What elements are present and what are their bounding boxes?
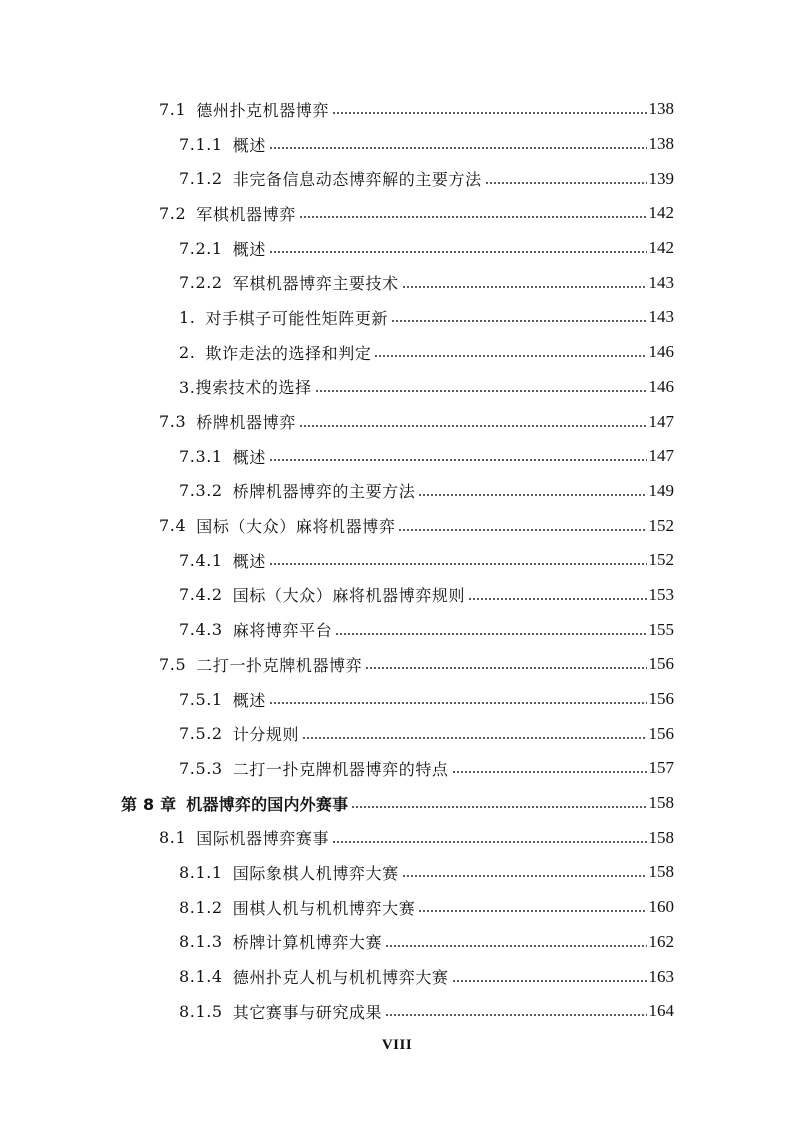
dot-leader xyxy=(315,384,647,398)
toc-entry-title: 概述 xyxy=(232,239,266,259)
toc-entry-title: 其它赛事与研究成果 xyxy=(232,1002,383,1022)
toc-entry-item-2[interactable] xyxy=(0,335,794,370)
toc-entry-7-2-2[interactable] xyxy=(0,265,794,300)
toc-entry-7-3-2[interactable] xyxy=(0,474,794,509)
toc-entry-number: 7.5.1 xyxy=(179,689,223,709)
dot-leader xyxy=(332,106,646,120)
toc-entry-page: 146 xyxy=(648,376,674,396)
dot-leader xyxy=(302,731,646,745)
toc-entry-7-5-1[interactable] xyxy=(0,682,794,717)
dot-leader xyxy=(402,869,647,883)
toc-entry-page: 160 xyxy=(648,897,674,917)
toc-entry-number: 7.4.1 xyxy=(179,550,223,570)
toc-entry-7-1-2[interactable] xyxy=(0,161,794,196)
toc-entry-page: 156 xyxy=(648,723,674,743)
toc-entry-8-1-3[interactable] xyxy=(0,925,794,960)
toc-entry-page: 155 xyxy=(648,619,674,639)
toc-entry-page: 143 xyxy=(648,307,674,327)
toc-entry-page: 164 xyxy=(648,1001,674,1021)
dot-leader xyxy=(385,939,646,953)
dot-leader xyxy=(299,210,647,224)
toc-entry-title: 二打一扑克牌机器博弈的特点 xyxy=(232,759,449,779)
table-of-contents xyxy=(0,92,794,1029)
dot-leader xyxy=(299,419,647,433)
toc-entry-number: 7.1.2 xyxy=(179,169,223,189)
dot-leader xyxy=(351,800,646,814)
toc-entry-title: 概述 xyxy=(232,690,266,710)
toc-entry-7-4-2[interactable] xyxy=(0,578,794,613)
toc-entry-title: 围棋人机与机机博弈大赛 xyxy=(232,898,416,918)
toc-entry-page: 147 xyxy=(648,446,674,466)
toc-entry-number: 7.3 xyxy=(159,412,187,432)
toc-entry-title: 对手棋子可能性矩阵更新 xyxy=(205,308,389,328)
toc-entry-title: 桥牌机器博弈的主要方法 xyxy=(232,482,416,502)
toc-entry-number: 7.5 xyxy=(159,654,187,674)
toc-entry-title: 麻将博弈平台 xyxy=(232,621,333,641)
toc-entry-item-3[interactable] xyxy=(0,370,794,405)
toc-entry-number: 7.5.3 xyxy=(179,758,223,778)
toc-entry-number: 1. xyxy=(179,307,196,327)
dot-leader xyxy=(269,141,647,155)
dot-leader xyxy=(452,765,647,779)
dot-leader xyxy=(402,280,647,294)
toc-entry-number: 7.3.2 xyxy=(179,481,223,501)
toc-entry-number: 2. xyxy=(179,342,196,362)
dot-leader xyxy=(485,176,647,190)
toc-entry-8-1[interactable] xyxy=(0,820,794,855)
toc-entry-7-2[interactable] xyxy=(0,196,794,231)
toc-entry-7-4[interactable] xyxy=(0,508,794,543)
toc-entry-number: 7.3.1 xyxy=(179,446,223,466)
toc-entry-title: 军棋机器博弈 xyxy=(196,204,296,224)
toc-entry-page: 162 xyxy=(648,931,674,951)
toc-entry-page: 158 xyxy=(648,862,674,882)
toc-entry-number: 8.1.2 xyxy=(179,897,223,917)
toc-entry-7-4-1[interactable] xyxy=(0,543,794,578)
toc-entry-7-2-1[interactable] xyxy=(0,231,794,266)
toc-entry-number: 8.1.3 xyxy=(179,932,223,952)
toc-entry-page: 138 xyxy=(648,134,674,154)
toc-entry-title: 非完备信息动态博弈解的主要方法 xyxy=(232,170,482,190)
toc-entry-title: 军棋机器博弈主要技术 xyxy=(232,274,399,294)
toc-entry-number: 7.1.1 xyxy=(179,134,223,154)
toc-entry-8-1-5[interactable] xyxy=(0,994,794,1029)
toc-entry-page: 156 xyxy=(648,689,674,709)
toc-entry-title: 概述 xyxy=(232,135,266,155)
toc-entry-title: 桥牌计算机博弈大赛 xyxy=(232,933,383,953)
toc-entry-number: 7.4 xyxy=(159,516,187,536)
toc-entry-title: 德州扑克人机与机机博弈大赛 xyxy=(232,968,449,988)
dot-leader xyxy=(332,835,646,849)
toc-entry-page: 152 xyxy=(648,515,674,535)
toc-entry-page: 142 xyxy=(648,203,674,223)
toc-entry-title: 欺诈走法的选择和判定 xyxy=(205,343,372,363)
toc-entry-chapter-8[interactable] xyxy=(0,786,794,821)
dot-leader xyxy=(468,592,646,606)
dot-leader xyxy=(335,627,646,641)
toc-entry-title: 国标（大众）麻将机器博弈 xyxy=(196,517,396,537)
toc-entry-number: 8.1.4 xyxy=(179,967,223,987)
toc-entry-page: 147 xyxy=(648,411,674,431)
toc-entry-number: 7.1 xyxy=(159,99,187,119)
toc-entry-page: 138 xyxy=(648,99,674,119)
toc-entry-page: 149 xyxy=(648,480,674,500)
toc-entry-7-5[interactable] xyxy=(0,647,794,682)
toc-entry-title: 3.搜索技术的选择 xyxy=(179,378,312,398)
toc-chapter-number: 第 8 章 xyxy=(121,794,177,814)
toc-entry-7-3[interactable] xyxy=(0,404,794,439)
toc-entry-7-5-2[interactable] xyxy=(0,716,794,751)
dot-leader xyxy=(269,557,647,571)
toc-entry-page: 157 xyxy=(648,758,674,778)
dot-leader xyxy=(418,488,646,502)
toc-entry-item-1[interactable] xyxy=(0,300,794,335)
toc-entry-8-1-1[interactable] xyxy=(0,855,794,890)
toc-entry-8-1-4[interactable] xyxy=(0,959,794,994)
toc-entry-page: 153 xyxy=(648,584,674,604)
dot-leader xyxy=(418,904,646,918)
toc-entry-page: 139 xyxy=(648,168,674,188)
toc-entry-7-1[interactable] xyxy=(0,92,794,127)
dot-leader xyxy=(269,696,647,710)
toc-entry-title: 德州扑克机器博弈 xyxy=(196,100,330,120)
toc-entry-title: 计分规则 xyxy=(232,725,300,745)
dot-leader xyxy=(365,661,646,675)
dot-leader xyxy=(398,523,646,537)
toc-entry-page: 146 xyxy=(648,342,674,362)
toc-entry-number: 7.4.3 xyxy=(179,620,223,640)
toc-entry-title: 国际机器博弈赛事 xyxy=(196,829,330,849)
toc-entry-number: 7.4.2 xyxy=(179,585,223,605)
toc-entry-8-1-2[interactable] xyxy=(0,890,794,925)
toc-entry-title: 国标（大众）麻将机器博弈规则 xyxy=(232,586,466,606)
toc-chapter-title: 机器博弈的国内外赛事 xyxy=(186,794,349,814)
dot-leader xyxy=(269,245,647,259)
toc-entry-number: 8.1.5 xyxy=(179,1001,223,1021)
dot-leader xyxy=(374,349,646,363)
dot-leader xyxy=(391,314,646,328)
toc-entry-7-3-1[interactable] xyxy=(0,439,794,474)
dot-leader xyxy=(452,974,647,988)
toc-entry-title: 国际象棋人机博弈大赛 xyxy=(232,863,399,883)
toc-entry-page: 152 xyxy=(648,550,674,570)
toc-entry-page: 156 xyxy=(648,654,674,674)
dot-leader xyxy=(385,1008,646,1022)
toc-entry-page: 158 xyxy=(648,827,674,847)
toc-entry-title: 二打一扑克牌机器博弈 xyxy=(196,655,363,675)
toc-entry-number: 7.2 xyxy=(159,203,187,223)
toc-entry-7-4-3[interactable] xyxy=(0,612,794,647)
toc-entry-number: 8.1 xyxy=(159,828,187,848)
toc-entry-page: 142 xyxy=(648,238,674,258)
toc-entry-page: 158 xyxy=(648,793,674,813)
toc-entry-7-5-3[interactable] xyxy=(0,751,794,786)
toc-entry-title: 概述 xyxy=(232,551,266,571)
dot-leader xyxy=(269,453,647,467)
toc-entry-number: 7.2.2 xyxy=(179,273,223,293)
toc-entry-page: 163 xyxy=(648,966,674,986)
toc-entry-number: 8.1.1 xyxy=(179,862,223,882)
toc-entry-page: 143 xyxy=(648,272,674,292)
page-number: VIII xyxy=(381,1037,413,1053)
toc-entry-title: 桥牌机器博弈 xyxy=(196,413,296,433)
toc-entry-number: 7.5.2 xyxy=(179,724,223,744)
toc-entry-7-1-1[interactable] xyxy=(0,127,794,162)
toc-entry-number: 7.2.1 xyxy=(179,238,223,258)
toc-entry-title: 概述 xyxy=(232,447,266,467)
